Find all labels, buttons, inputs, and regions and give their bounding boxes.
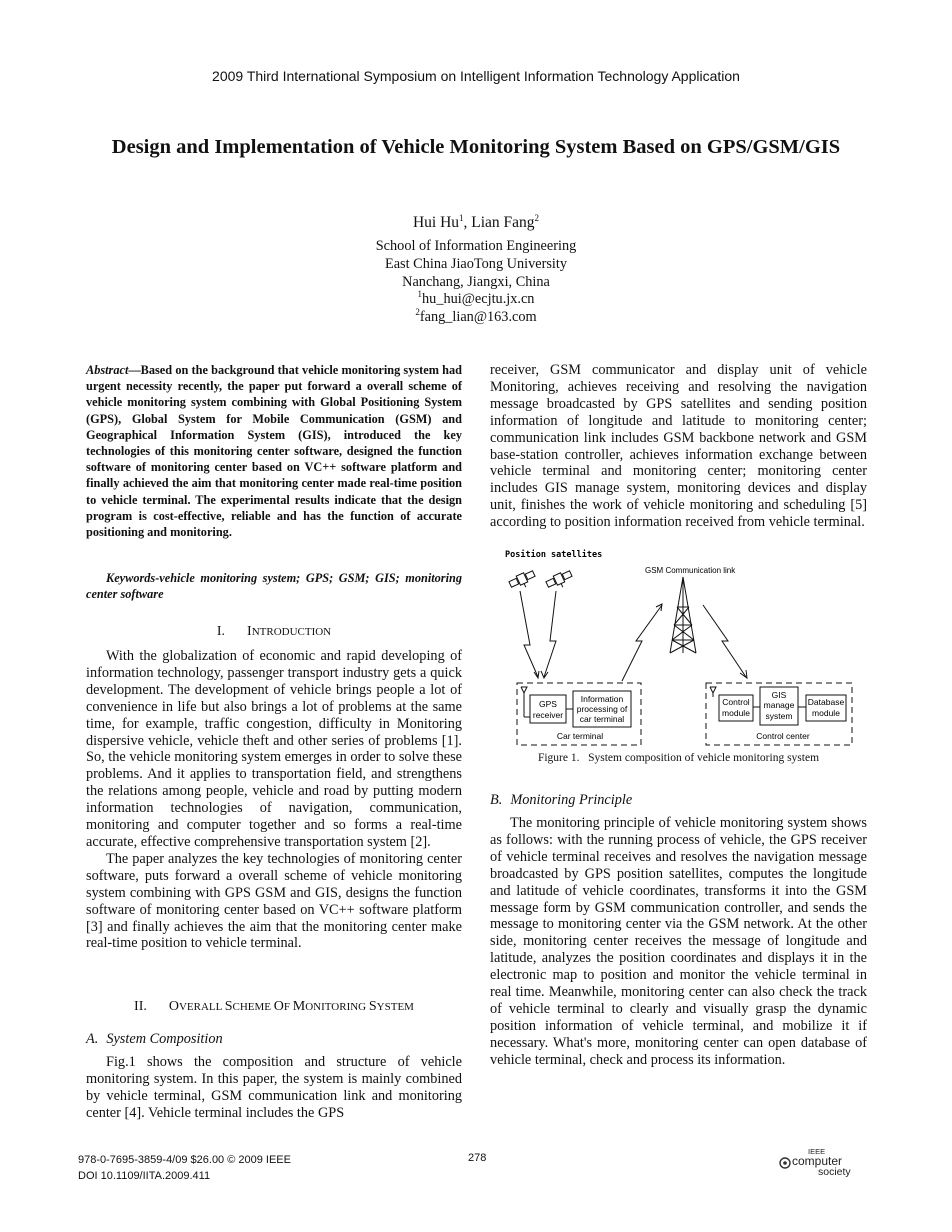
antenna-icon (521, 687, 530, 717)
paragraph: The paper analyzes the key technologies of monitoring center software, puts forward a overall scheme of vehicle monitoring system combining with GPS GSM and GIS, designs the function software of monitoring center based on VC++ software platform [3] and finally achieves the aim that the monitoring center make real-time position to vehicle terminal. (86, 850, 462, 952)
email-1-sup: 1 (417, 289, 423, 300)
paragraph: With the globalization of economic and rapid developing of information technology, passenger transport industry gets a quick development. The development of vehicle brings people a lot of convenience in life but also brings a lot of problems at the same time, for example, traffic congestion, difficulty in Monitoring dispersive vehicle, vehicle theft and other series of problems [1]. So, the vehicle monitoring system emerges in order to solve these problems. And it applies to transportation field, and strengthens the relations among people, vehicle and road by putting modern information technologies of navigation, communication, monitoring and computer together and so forms a real-time accurate, effective comprehensive transportation system [2]. (86, 648, 462, 850)
affiliation-line: School of Information Engineering (375, 238, 577, 254)
gps-receiver-label: GPS (539, 699, 557, 709)
signal-arrow (520, 591, 556, 678)
paragraph: The monitoring principle of vehicle monitoring system shows as follows: with the running process of vehicle, the GPS receiver of vehicle terminal receives and resolves the navigation message broadcasted by GPS position satellites, computes the longitude and latitude of vehicle coordinates, transforms it into the GSM message form by GSM communication controller, and sends the message to monitoring center via the GSM network. At the other side, monitoring center receives the message of longitude and latitude, analyzes the position coordinates and displays it in the electronic map to position and monitor the vehicle terminal in real time. Meanwhile, monitoring center can also check the track of vehicle terminal to clearly and visually grasp the dynamic position information of vehicle terminal, and mobilize it if necessary. What's more, monitoring center can open database of vehicle terminal, check and process its information. (490, 815, 867, 1068)
logo-computer-text: computer (792, 1154, 843, 1168)
subsection-heading-b (490, 792, 867, 809)
abstract-text: —Based on the background that vehicle monitoring system had urgent necessity recently, the paper put forward a overall scheme of vehicle monitoring system combining with Global Positioning System (GPS), Global System for Mobile Communication (GSM) and Geographical Information System (GIS), introduced the key technologies of this monitoring center software, designed the function software of monitoring center based on VC++ software platform and finally achieved the aim that monitoring center made real-time position to vehicle terminal. The experimental results indicate that the design program is cost-effective, reliable and has the function of accurate positioning and monitoring. (86, 363, 462, 540)
paragraph: receiver, GSM communicator and display unit of vehicle Monitoring, achieves receiving and resolving the navigation message broadcasted by GPS satellites and sending position information of longitude and latitude to monitoring center; communication link includes GSM backbone network and GSM base-station controller, achieves information exchange between vehicle terminal and monitoring center; monitoring center includes GIS manage system, monitoring devices and display unit, finishes the work of vehicle monitoring and scheduling [5] according to position information received from vehicle terminal. (490, 362, 867, 531)
introduction-body (86, 648, 462, 952)
email-2 (0, 309, 952, 326)
email-1 (0, 291, 952, 308)
section-title-cap: S (224, 999, 233, 1014)
section-title-rest: VERALL (178, 1001, 225, 1013)
info-processing-label: Information (580, 694, 624, 704)
email-2-text: fang_lian@163.com (419, 309, 537, 325)
label-gsm-link: GSM Communication link (645, 566, 736, 575)
gis-label: GIS (771, 690, 787, 700)
subsection-letter: A. (86, 1031, 99, 1047)
footer-publication-info (78, 1152, 291, 1184)
email-2-sup: 2 (415, 307, 420, 318)
antenna-icon (710, 687, 716, 697)
conference-header: 2009 Third International Symposium on Intelligent Information Technology Application (212, 68, 740, 84)
footer-isbn: 978-0-7695-3859-4/09 $26.00 © 2009 IEEE (78, 1154, 291, 1166)
subsection-heading-a (86, 1031, 462, 1048)
monitoring-principle-body (490, 815, 867, 1069)
logo-ieee-text: IEEE (808, 1147, 826, 1156)
section-title-rest: YSTEM (376, 1001, 414, 1013)
author-2-sup: 2 (534, 212, 540, 223)
keywords: Keywords-vehicle monitoring system; GPS; GSM; GIS; monitoring center software (86, 571, 462, 602)
figure-caption-text: System composition of vehicle monitoring system (588, 752, 820, 764)
section-title-cap: I (247, 624, 252, 639)
abstract-label: Abstract (86, 363, 129, 377)
gsm-tower-icon (670, 577, 696, 653)
car-terminal-label: Car terminal (556, 731, 604, 741)
info-processing-label: processing of (576, 704, 628, 714)
author-separator: , (463, 214, 472, 231)
section-title-cap: O (273, 999, 284, 1014)
section-title-rest: NTRODUCTION (251, 626, 332, 638)
figure-caption-label: Figure 1. (537, 752, 580, 764)
section-title-rest: CHEME (232, 1001, 274, 1013)
info-processing-label: car terminal (579, 714, 625, 724)
paragraph: Fig.1 shows the composition and structure of vehicle monitoring system. In this paper, the system is mainly combined by vehicle terminal, GSM communication link and monitoring center [4]. Vehicle terminal includes the GPS (86, 1054, 462, 1121)
gis-label: manage (763, 700, 795, 710)
page-number: 278 (468, 1152, 487, 1164)
satellite-icon (508, 569, 537, 593)
gis-label: system (765, 711, 793, 721)
satellite-icon (545, 569, 574, 593)
abstract (86, 362, 462, 540)
subsection-letter: B. (490, 792, 503, 808)
section-title-cap: O (168, 999, 179, 1014)
section-heading-introduction (86, 624, 462, 641)
database-module-label: Database (807, 697, 845, 707)
author-1: Hui Hu (412, 214, 460, 231)
ieee-logo-icon (778, 1146, 868, 1178)
logo-society-text: society (818, 1166, 851, 1178)
footer-doi: DOI 10.1109/IITA.2009.411 (78, 1170, 211, 1182)
control-module-label: module (722, 708, 750, 718)
author-2: Lian Fang (471, 214, 535, 231)
section-number: I. (216, 624, 226, 639)
section-title-cap: S (368, 999, 377, 1014)
section-title-rest: ONITORING (305, 1001, 369, 1013)
subsection-title: System Composition (106, 1031, 223, 1047)
database-module-label: module (812, 708, 840, 718)
affiliation-line: Nanchang, Jiangxi, China (402, 274, 550, 290)
section-title-rest: F (283, 1001, 293, 1013)
ieee-computer-society-logo (778, 1146, 868, 1176)
author-1-sup: 1 (459, 212, 464, 223)
subsection-title: Monitoring Principle (510, 792, 633, 808)
section-heading-overall-scheme (86, 999, 462, 1016)
email-1-text: hu_hui@ecjtu.jx.cn (422, 291, 535, 307)
right-column-continuation (490, 362, 867, 531)
system-composition-body (86, 1054, 462, 1122)
paper-title: Design and Implementation of Vehicle Monitoring System Based on GPS/GSM/GIS (111, 136, 841, 158)
gps-receiver-label: receiver (532, 710, 564, 720)
figure-1-caption (490, 752, 867, 764)
figure-1-diagram (490, 545, 870, 750)
section-number: II. (134, 999, 147, 1014)
control-center-label: Control center (756, 731, 810, 741)
affiliation-line: East China JiaoTong University (384, 256, 568, 272)
control-module-label: Control (722, 697, 750, 707)
label-position-satellites: Position satellites (505, 550, 603, 560)
section-title-cap: M (292, 999, 306, 1014)
author-line (0, 214, 952, 232)
